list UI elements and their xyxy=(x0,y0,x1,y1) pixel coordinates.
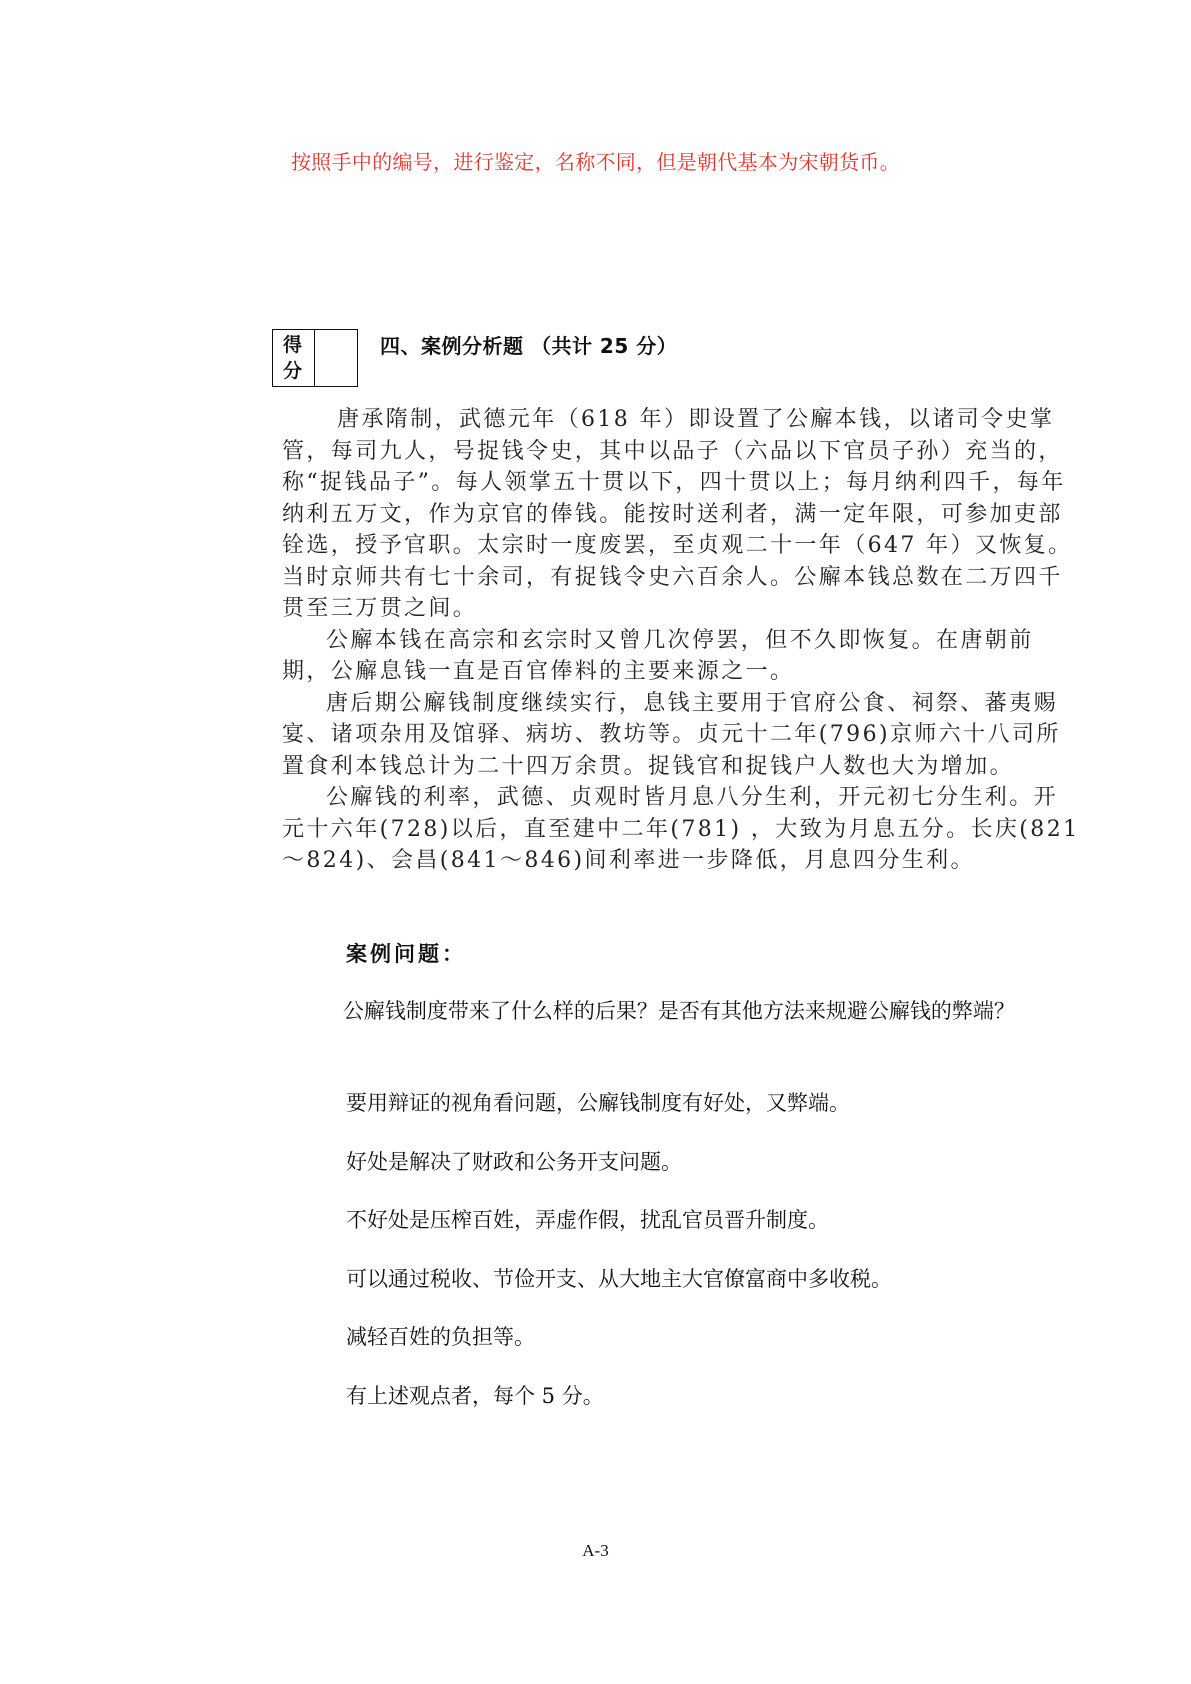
answer-line-1: 要用辩证的视角看问题，公廨钱制度有好处，又弊端。 xyxy=(346,1091,850,1115)
section-title: 四、案例分析题 （共计 25 分） xyxy=(380,334,678,358)
question-text: 公廨钱制度带来了什么样的后果？是否有其他方法来规避公廨钱的弊端？ xyxy=(342,999,1015,1023)
answer-line-6: 有上述观点者，每个 5 分。 xyxy=(346,1384,604,1408)
case-text xyxy=(282,404,1082,877)
case-paragraph-1: 唐承隋制，武德元年（618 年）即设置了公廨本钱，以诸司令史掌管，每司九人，号捉钱令史，其中以品子（六品以下官员子孙）充当的，称“捉钱品子”。每人领掌五十贯以下，四十贯以上；每月纳利四千，每年纳利五万文，作为京官的俸钱。能按时送利者，满一定年限，可参加吏部铨选，授予官职。太宗时一度废罢，至贞观二十一年（647 年）又恢复。当时京师共有七十余司，有捉钱令史六百余人。公廨本钱总数在二万四千贯至三万贯之间。 xyxy=(282,407,1073,621)
score-box xyxy=(272,329,358,387)
case-paragraph-4: 公廨钱的利率，武德、贞观时皆月息八分生利，开元初七分生利。开元十六年(728)以后，直至建中二年(781) ，大致为月息五分。长庆(821～824)、会昌(841～846)间利率进一步降低，月息四分生利。 xyxy=(282,785,1080,873)
question-heading: 案例问题： xyxy=(346,941,466,966)
answer-line-2: 好处是解决了财政和公务开支问题。 xyxy=(346,1150,682,1174)
answer-line-3: 不好处是压榨百姓，弄虚作假，扰乱官员晋升制度。 xyxy=(346,1208,829,1232)
score-label-cell xyxy=(273,330,315,386)
case-paragraph-3: 唐后期公廨钱制度继续实行，息钱主要用于官府公食、祠祭、蕃夷赐宴、诸项杂用及馆驿、病坊、教坊等。贞元十二年(796)京师六十八司所置食利本钱总计为二十四万余贯。捉钱官和捉钱户人数也大为增加。 xyxy=(282,690,1061,779)
header-note: 按照手中的编号，进行鉴定，名称不同，但是朝代基本为宋朝货币。 xyxy=(291,150,900,174)
score-label-line1: 得 xyxy=(283,334,303,356)
score-value-cell xyxy=(315,330,357,386)
page-number: A-3 xyxy=(582,1541,609,1560)
answer-line-5: 减轻百姓的负担等。 xyxy=(346,1325,535,1349)
answer-line-4: 可以通过税收、节俭开支、从大地主大官僚富商中多收税。 xyxy=(346,1267,892,1291)
score-label-line2: 分 xyxy=(283,360,303,382)
case-paragraph-2: 公廨本钱在高宗和玄宗时又曾几次停罢，但不久即恢复。在唐朝前期，公廨息钱一直是百官俸料的主要来源之一。 xyxy=(282,627,1034,684)
